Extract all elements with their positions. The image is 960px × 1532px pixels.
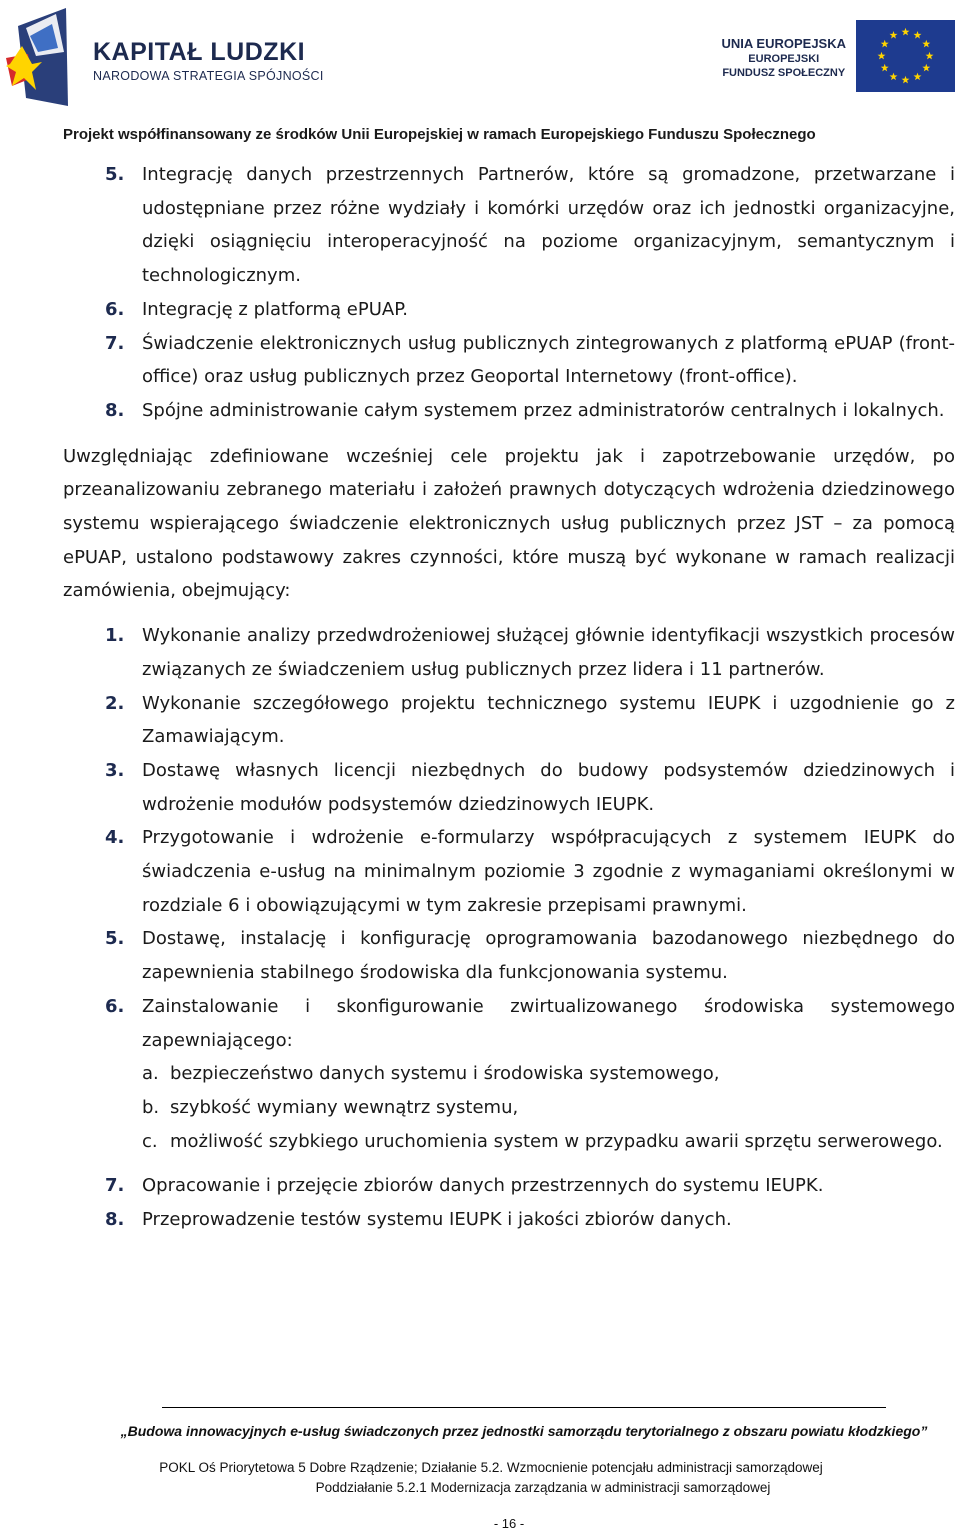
eu-line-1: UNIA EUROPEJSKA	[721, 36, 846, 51]
kapital-ludzki-title: KAPITAŁ LUDZKI	[93, 38, 306, 66]
list-item	[63, 327, 955, 394]
kapital-ludzki-wordmark	[93, 38, 324, 84]
item-number: 6.	[105, 298, 125, 320]
sublist-letter: c.	[142, 1130, 158, 1152]
objectives-list	[63, 158, 955, 428]
eu-wordmark	[722, 36, 846, 80]
sublist-item	[63, 1125, 955, 1159]
item-text: Przeprowadzenie testów systemu IEUPK i jakości zbiorów danych.	[142, 1209, 732, 1231]
list-item	[63, 293, 955, 327]
item-text: Wykonanie szczegółowego projektu technicznego systemu IEUPK i uzgodnienie go z Zamawiającym.	[142, 692, 955, 748]
item-number: 7.	[105, 332, 125, 354]
footer-priority-line: POKL Oś Priorytetowa 5 Dobre Rządzenie; Działanie 5.2. Wzmocnienie potencjału administracji samorządowej	[159, 1460, 823, 1475]
list-item	[63, 687, 955, 754]
eu-line-3: FUNDUSZ SPOŁECZNY	[722, 67, 846, 79]
item-text: Integrację z platformą ePUAP.	[142, 298, 408, 320]
item-text: Opracowanie i przejęcie zbiorów danych przestrzennych do systemu IEUPK.	[142, 1175, 824, 1197]
sublist-item	[63, 1057, 955, 1091]
page-number: - 16 -	[493, 1516, 525, 1531]
sublist-letter: b.	[142, 1096, 160, 1118]
list-item	[63, 1203, 955, 1237]
item-number: 1.	[105, 625, 125, 647]
list-item	[63, 990, 955, 1057]
sublist-item	[63, 1091, 955, 1125]
cofinancing-line: Projekt współfinansowany ze środków Unii Europejskiej w ramach Europejskiego Funduszu Społecznego	[63, 126, 816, 143]
page-header	[0, 0, 960, 143]
list-item	[63, 922, 955, 989]
kapital-ludzki-logo	[6, 6, 68, 108]
item-number: 5.	[105, 928, 125, 950]
item-number: 7.	[105, 1175, 125, 1197]
item-text: Świadczenie elektronicznych usług publicznych zintegrowanych z platformą ePUAP (front-office) oraz usług publicznych przez Geoportal Internetowy (front-office).	[142, 332, 955, 388]
kapital-ludzki-subtitle: NARODOWA STRATEGIA SPÓJNOŚCI	[93, 69, 324, 83]
item-text: Dostawę własnych licencji niezbędnych do budowy podsystemów dziedzinowych i wdrożenie modułów podsystemów dziedzinowych IEUPK.	[142, 759, 955, 815]
item-text: Integrację danych przestrzennych Partnerów, które są gromadzone, przetwarzane i udostępniane przez różne wydziały i komórki urzędów oraz ich jednostki organizacyjne, dzięki osiągnięciu interoperacyjność na poziome organizacyjnym, semantycznym i technologicznym.	[142, 164, 955, 287]
footer-subaction-line: Poddziałanie 5.2.1 Modernizacja zarządzania w administracji samorządowej	[315, 1480, 771, 1495]
item-text: Przygotowanie i wdrożenie e-formularzy współpracujących z systemem IEUPK do świadczenia e-usług na minimalnym poziomie 3 zgodnie z wymaganiami określonymi w rozdziale 6 i obowiązującymi w tym zakresie przepisami prawnymi.	[142, 827, 955, 916]
list-item	[63, 619, 955, 686]
item-text: Wykonanie analizy przedwdrożeniowej służącej głównie identyfikacji wszystkich procesów związanych ze świadczeniem usług publicznych przez lidera i 11 partnerów.	[142, 625, 955, 680]
footer-project-title: „Budowa innowacyjnych e-usług świadczonych przez jednostki samorządu terytorialnego z obszaru powiatu kłodzkiego”	[120, 1423, 928, 1439]
item-text: Spójne administrowanie całym systemem przez administratorów centralnych i lokalnych.	[142, 399, 945, 421]
sublist-text: możliwość szybkiego uruchomienia system w przypadku awarii sprzętu serwerowego.	[170, 1130, 943, 1152]
list-item	[63, 754, 955, 821]
item-number: 5.	[105, 164, 125, 185]
footer-divider	[162, 1407, 886, 1408]
item-number: 8.	[105, 1209, 125, 1231]
list-item	[63, 821, 955, 922]
list-item	[63, 158, 955, 293]
sublist-letter: a.	[142, 1063, 159, 1085]
sublist-text: bezpieczeństwo danych systemu i środowiska systemowego,	[170, 1063, 720, 1085]
item-number: 4.	[105, 827, 125, 849]
item-number: 3.	[105, 759, 125, 781]
scope-paragraph: Uwzględniając zdefiniowane wcześniej cele projektu jak i zapotrzebowanie urzędów, po przeanalizowaniu zebranego materiału i założeń prawnych dotyczących wdrożenia dziedzinowego systemu wspierającego świadczenie elektronicznych usług publicznych przez JST – za pomocą ePUAP, ustalono podstawowy zakres czynności, które muszą być wykonane w ramach realizacji zamówienia, obejmujący:	[63, 445, 955, 602]
list-item	[63, 1169, 955, 1203]
item-text: Zainstalowanie i skonfigurowanie zwirtualizowanego środowiska systemowego zapewniającego:	[142, 995, 955, 1051]
item-number: 6.	[105, 995, 125, 1017]
item-number: 2.	[105, 692, 125, 714]
sublist-text: szybkość wymiany wewnątrz systemu,	[170, 1096, 519, 1118]
document-body	[63, 158, 955, 1237]
tasks-list	[63, 619, 955, 1237]
item-number: 8.	[105, 399, 125, 421]
eu-flag-icon	[856, 20, 955, 92]
list-item	[63, 394, 955, 428]
eu-line-2: EUROPEJSKI	[748, 53, 820, 65]
item-text: Dostawę, instalację i konfigurację oprogramowania bazodanowego niezbędnego do zapewnienia stabilnego środowiska dla funkcjonowania systemu.	[142, 928, 955, 984]
